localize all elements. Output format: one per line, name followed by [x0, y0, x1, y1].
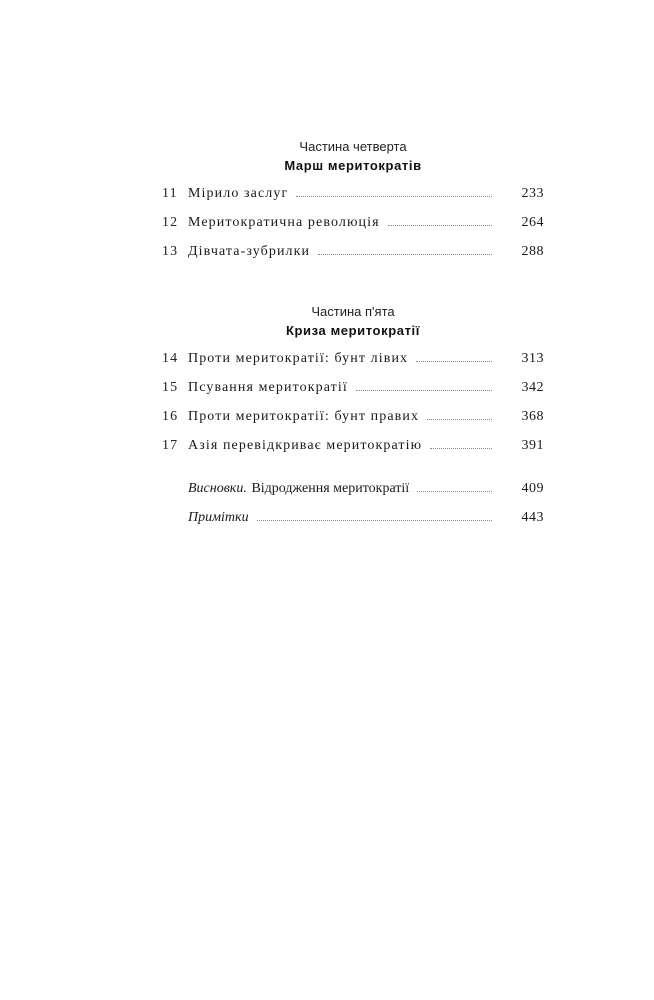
part-title: Криза меритократії [285, 323, 421, 338]
toc-entry[interactable] [162, 438, 544, 467]
part-title: Марш меритократів [284, 158, 422, 173]
page-number: 313 [521, 351, 544, 366]
part-four-header [162, 138, 544, 176]
chapter-title: Псування меритократії [188, 380, 348, 395]
toc-entry[interactable] [162, 186, 544, 215]
chapter-number: 12 [162, 215, 179, 230]
dot-leader [356, 389, 492, 391]
part-five-header [162, 303, 544, 341]
conclusion-title [188, 481, 409, 497]
toc-entry-conclusion[interactable] [162, 481, 544, 510]
page-number: 233 [521, 186, 544, 201]
chapter-number: 15 [162, 380, 179, 395]
toc-entry[interactable] [162, 244, 544, 273]
page-number: 409 [521, 481, 544, 496]
toc-entry-notes[interactable] [162, 510, 544, 539]
dot-leader [427, 418, 492, 420]
conclusion-label: Висновки. [188, 481, 247, 496]
chapter-title: Проти меритократії: бунт правих [188, 409, 420, 424]
chapter-number: 17 [162, 438, 179, 453]
dot-leader [296, 195, 492, 197]
page-number: 288 [521, 244, 544, 259]
chapter-title: Азія перевідкриває меритократію [188, 438, 423, 453]
page-number: 368 [521, 409, 544, 424]
page-number: 443 [521, 510, 544, 525]
page-number: 342 [521, 380, 544, 395]
dot-leader [257, 519, 492, 521]
dot-leader [388, 224, 492, 226]
dot-leader [417, 490, 492, 492]
conclusion-text: Відродження меритократії [251, 481, 410, 496]
chapter-number: 11 [162, 186, 178, 201]
part-label: Частина п'ята [311, 304, 395, 319]
chapter-title: Мірило заслуг [188, 186, 289, 201]
table-of-contents [162, 138, 544, 539]
toc-entry[interactable] [162, 351, 544, 380]
toc-entry[interactable] [162, 409, 544, 438]
page-number: 264 [521, 215, 544, 230]
dot-leader [318, 253, 492, 255]
page-number: 391 [521, 438, 544, 453]
part-label: Частина четверта [299, 139, 407, 154]
chapter-title: Дівчата-зубрилки [188, 244, 311, 259]
dot-leader [430, 447, 492, 449]
toc-entry[interactable] [162, 215, 544, 244]
chapter-title: Проти меритократії: бунт лівих [188, 351, 409, 366]
chapter-number: 13 [162, 244, 179, 259]
chapter-title: Меритократична революція [188, 215, 380, 230]
chapter-number: 14 [162, 351, 179, 366]
dot-leader [416, 360, 492, 362]
chapter-number: 16 [162, 409, 179, 424]
notes-title [188, 510, 249, 526]
toc-entry[interactable] [162, 380, 544, 409]
notes-label: Примітки [188, 510, 249, 525]
